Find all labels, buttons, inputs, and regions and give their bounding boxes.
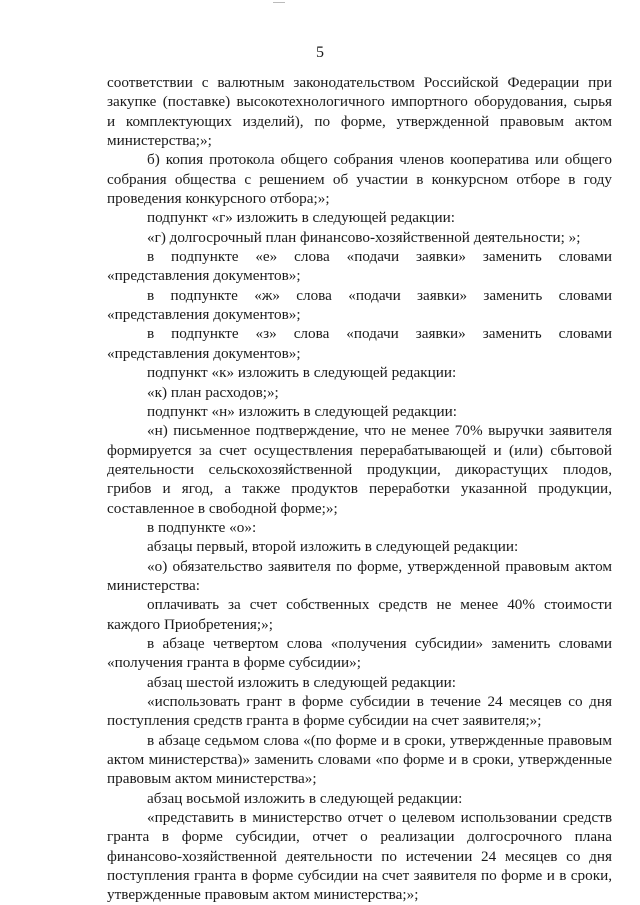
- text-line: «н) письменное подтверждение, что не менее 70% выручки заявителя: [147, 422, 612, 440]
- text-line: утвержденные правовым актом министерства;»;: [107, 886, 419, 904]
- text-line: «представления документов»;: [107, 344, 301, 362]
- paragraph: [107, 324, 612, 363]
- text-line: финансово-хозяйственной деятельности по истечении 24 месяцев со дня: [107, 847, 612, 865]
- text-line: в подпункте «о»:: [147, 518, 257, 536]
- text-line: подпункт «г» изложить в следующей редакции:: [147, 209, 456, 227]
- paragraph: [107, 673, 612, 692]
- paragraph: [107, 421, 612, 518]
- paragraph: [107, 692, 612, 731]
- text-line: министерства;»;: [107, 132, 212, 150]
- text-line: абзац восьмой изложить в следующей редакции:: [147, 789, 463, 807]
- document-body: [107, 73, 612, 905]
- text-line: формируется за счет осуществления перерабатывающей и (или) сбытовой: [107, 441, 612, 459]
- paragraph: [107, 73, 612, 150]
- paragraph: [107, 363, 612, 382]
- text-line: поступления средств гранта в форме субсидии на счет заявителя;»;: [107, 712, 542, 730]
- text-line: абзацы первый, второй изложить в следующей редакции:: [147, 538, 519, 556]
- paragraph: [107, 286, 612, 325]
- text-line: министерства:: [107, 576, 201, 594]
- text-line: «представления документов»;: [107, 267, 301, 285]
- text-line: и комплектующих изделий), по форме, утвержденной правовым актом: [107, 112, 612, 130]
- text-line: «к) план расходов;»;: [147, 383, 279, 401]
- text-line: подпункт «н» изложить в следующей редакции:: [147, 402, 457, 420]
- paragraph: [107, 537, 612, 556]
- text-line: б) копия протокола общего собрания членов кооператива или общего: [147, 151, 612, 169]
- text-line: в подпункте «з» слова «подачи заявки» заменить словами: [147, 325, 612, 343]
- text-line: «представления документов»;: [107, 306, 301, 324]
- paragraph: [107, 150, 612, 208]
- paragraph: [107, 247, 612, 286]
- text-line: собрания общества с решением об участии в конкурсном отборе в году: [107, 170, 612, 188]
- paragraph: [107, 595, 612, 634]
- text-line: «представить в министерство отчет о целевом использовании средств: [147, 809, 612, 827]
- text-line: в подпункте «ж» слова «подачи заявки» заменить словами: [147, 286, 612, 304]
- paragraph: [107, 402, 612, 421]
- text-line: «г) долгосрочный план финансово-хозяйственной деятельности; »;: [147, 228, 581, 246]
- text-line: проведения конкурсного отбора;»;: [107, 190, 330, 208]
- text-line: гранта в форме субсидии, отчет о реализации долгосрочного плана: [107, 828, 612, 846]
- text-line: правовым актом министерства»;: [107, 770, 317, 788]
- text-line: «получения гранта в форме субсидии»;: [107, 654, 361, 672]
- text-line: каждого Приобретения;»;: [107, 615, 273, 633]
- text-line: в абзаце седьмом слова «(по форме и в сроки, утвержденные правовым: [147, 731, 612, 749]
- paragraph: [107, 731, 612, 789]
- paragraph: [107, 808, 612, 905]
- text-line: подпункт «к» изложить в следующей редакции:: [147, 364, 457, 382]
- text-line: «о) обязательство заявителя по форме, утвержденной правовым актом: [147, 557, 612, 575]
- text-line: в абзаце четвертом слова «получения субсидии» заменить словами: [147, 634, 612, 652]
- text-line: абзац шестой изложить в следующей редакции:: [147, 673, 456, 691]
- paragraph: [107, 634, 612, 673]
- paragraph: [107, 228, 612, 247]
- text-line: закупке (поставке) высокотехнологичного импортного оборудования, сырья: [107, 93, 612, 111]
- page-number: 5: [316, 44, 324, 61]
- text-line: деятельности сельскохозяйственной продукции, дикорастущих плодов,: [107, 460, 612, 478]
- text-line: поступления гранта в форме субсидии на счет заявителя по форме и в сроки,: [107, 867, 612, 885]
- paragraph: [107, 208, 612, 227]
- paragraph: [107, 789, 612, 808]
- scan-mark: [273, 2, 285, 3]
- text-line: актом министерства)» заменить словами «по форме и в сроки, утвержденные: [107, 751, 612, 769]
- text-line: соответствии с валютным законодательством Российской Федерации при: [107, 74, 612, 91]
- text-line: «использовать грант в форме субсидии в течение 24 месяцев со дня: [147, 693, 612, 710]
- text-line: в подпункте «е» слова «подачи заявки» заменить словами: [147, 248, 612, 266]
- text-line: составленное в свободной форме;»;: [107, 499, 338, 517]
- paragraph: [107, 518, 612, 537]
- paragraph: [107, 383, 612, 402]
- text-line: грибов и ягод, а также продуктов переработки указанной продукции,: [107, 480, 612, 498]
- paragraph: [107, 557, 612, 596]
- text-line: оплачивать за счет собственных средств не менее 40% стоимости: [147, 596, 612, 614]
